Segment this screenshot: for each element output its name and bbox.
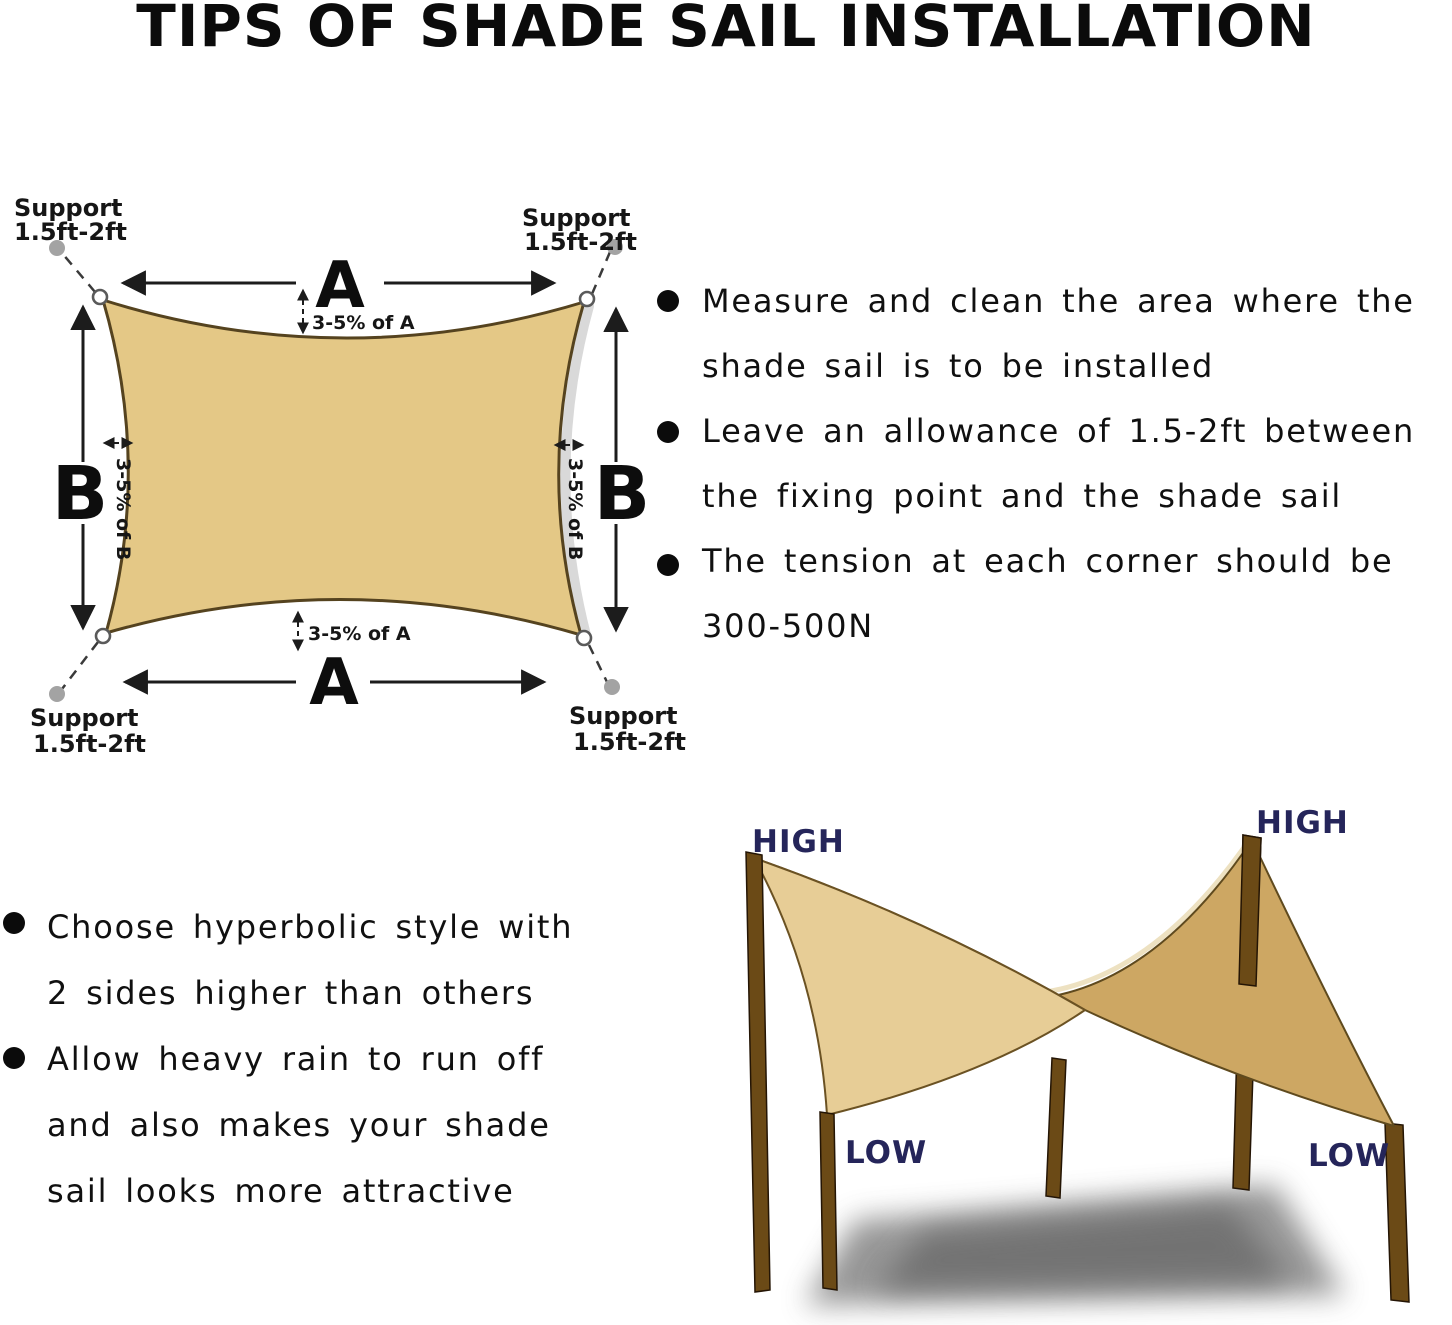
sail-front-lobe [754,858,1085,1115]
tip-line: Allow heavy rain to run off [47,1040,545,1078]
tip-line: The tension at each corner should be [702,542,1394,580]
bullet-dot [657,554,679,576]
high-label-left: HIGH [752,824,845,860]
dim-label-b-right: B [593,451,651,537]
tip-line: Choose hyperbolic style with [47,908,574,946]
support-label: 1.5ft-2ft [524,228,638,256]
tie-line [592,252,610,294]
installation-tips-list [702,269,1415,659]
bullet-dot [3,912,25,934]
tie-line [589,645,607,682]
tip-line: shade sail is to be installed [702,347,1215,385]
low-label-left: LOW [845,1135,928,1171]
support-label: Support [14,194,123,222]
support-label: Support [569,702,678,730]
bullet-dot [3,1047,25,1069]
support-label: 1.5ft-2ft [33,730,147,758]
support-label: 1.5ft-2ft [573,728,687,756]
dim-label-a-top: A [315,249,365,323]
tip-line: 2 sides higher than others [47,974,535,1012]
tip-line: the fixing point and the shade sail [702,477,1343,515]
sag-label-a-top: 3-5% of A [312,312,415,334]
page-title: TIPS OF SHADE SAIL INSTALLATION [136,0,1316,60]
support-point [49,686,65,702]
grommet-ring [93,290,107,304]
support-label: 1.5ft-2ft [14,218,128,246]
grommet-ring [577,631,591,645]
sag-label-b-right: 3-5% of B [564,458,586,561]
left-low-post [820,1112,837,1290]
shade-sail-dimension-diagram [0,140,726,760]
tip-line: sail looks more attractive [47,1172,515,1210]
left-high-post [746,852,770,1292]
tie-line [62,642,98,689]
hyperbolic-sail-illustration [690,790,1452,1325]
hyperbolic-tips-list [47,894,573,1224]
bullet-dot [657,421,679,443]
grommet-ring [580,292,594,306]
high-label-right: HIGH [1256,805,1349,841]
dim-label-b-left: B [51,451,109,537]
tip-line: and also makes your shade [47,1106,551,1144]
tie-line [62,253,95,292]
tip-line: 300-500N [702,607,875,645]
tip-line: Measure and clean the area where the [702,282,1415,320]
support-label: Support [30,704,139,732]
support-label: Support [522,204,631,232]
grommet-ring [96,629,110,643]
support-point [604,679,620,695]
sag-label-a-bottom: 3-5% of A [308,623,411,645]
low-label-right: LOW [1308,1138,1391,1174]
tip-line: Leave an allowance of 1.5-2ft between [702,412,1416,450]
bullet-dot [657,290,679,312]
middle-low-post [1046,1058,1066,1198]
sag-label-b-left: 3-5% of B [112,458,134,561]
sail-shape [103,300,584,635]
dim-label-a-bottom: A [309,646,359,720]
